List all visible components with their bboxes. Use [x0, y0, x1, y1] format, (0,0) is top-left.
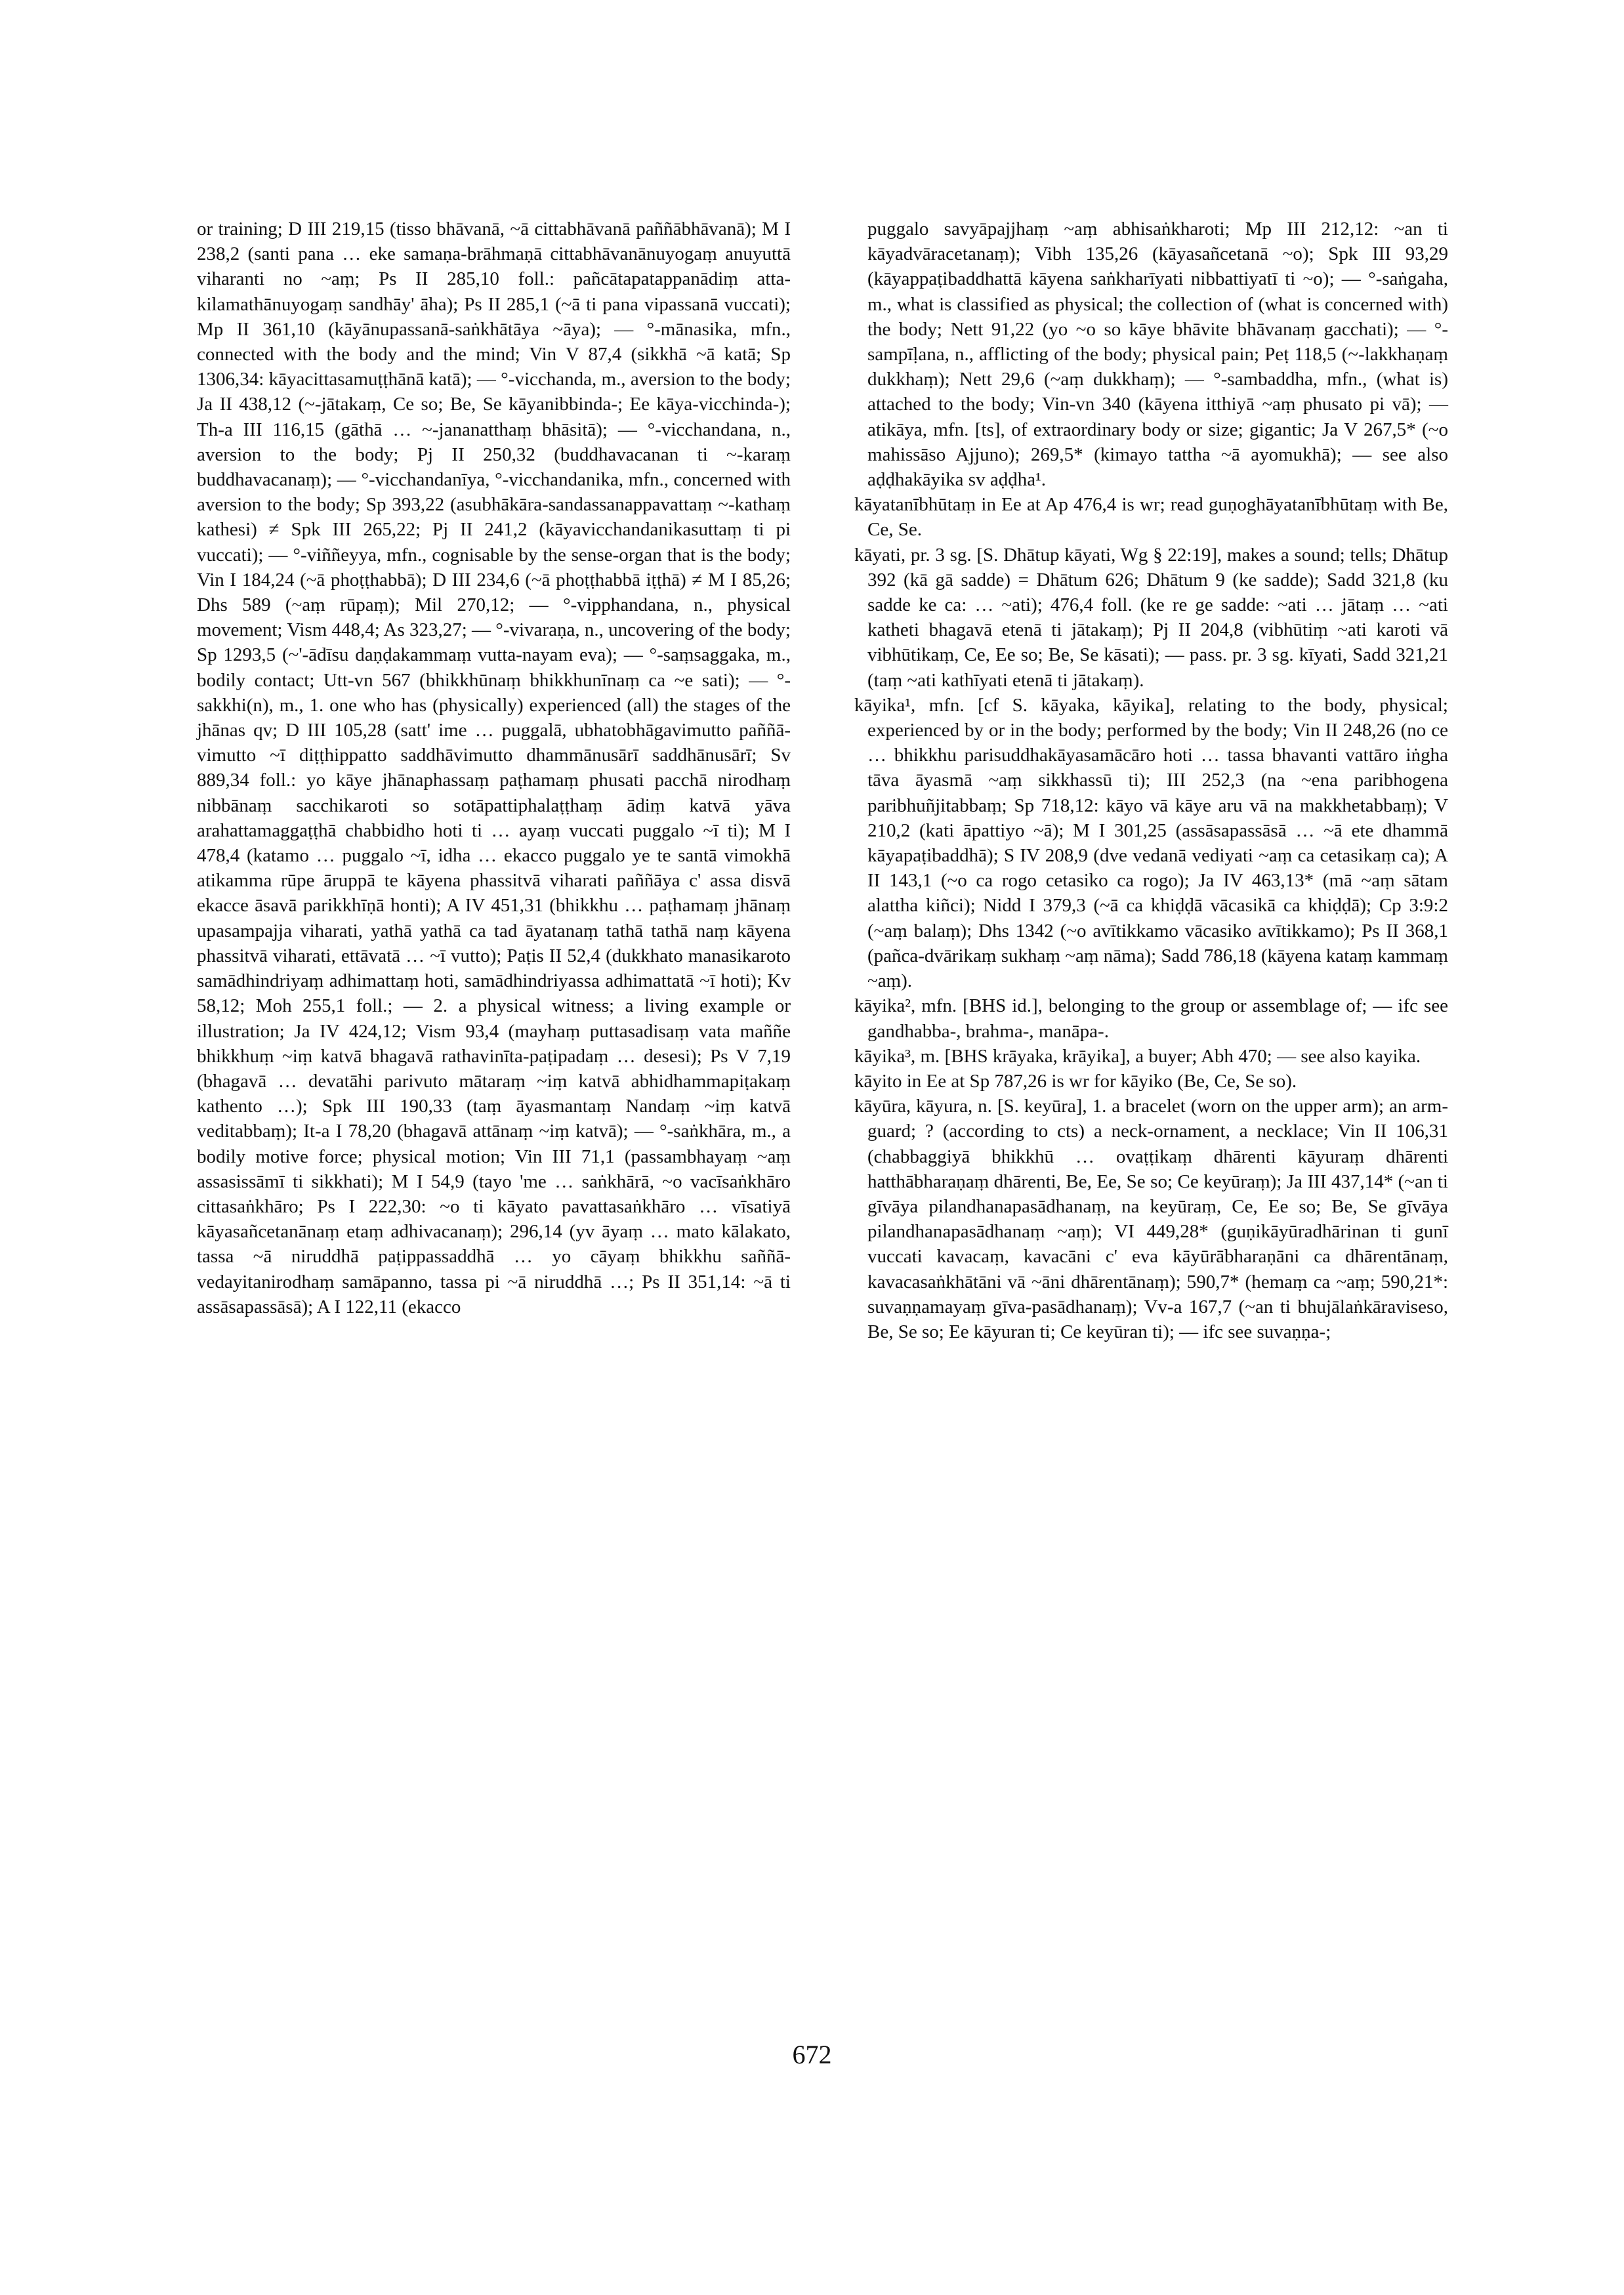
left-column-text: or training; D III 219,15 (tisso bhāvanā, ~ā cittabhāvanā paññābhāvanā); M I 238,2 (santi pana … eke samaṇa-brāhmaṇā cittabhāvanānuyogaṃ anuyuttā viharanti no ~aṃ; Ps II 285,10 foll.: pañcātapatappanādiṃ atta-kilamathānuyogaṃ sandhāy' āha); Ps II 285,1 (~ā ti pana vipassanā vuccati); Mp II 361,10 (kāyānupassanā-saṅkhātāya ~āya); — °-mānasika, mfn., connected with the body and the mind; Vin V 87,4 (sikkhā ~ā katā; Sp 1306,34: kāyacittasamuṭṭhānā katā); — °-vicchanda, m., aversion to the body; Ja II 438,12 (~-jātakaṃ, Ce so; Be, Se kāyanibbinda-; Ee kāya-vicchinda-); Th-a III 116,15 (gāthā … ~-jananatthaṃ bhāsitā); — °-vicchandana, n., aversion to the body; Pj II 250,32 (buddhavacanan ti ~-karaṃ buddhavacanaṃ); — °-vicchandanīya, °-vicchandanika, mfn., concerned with aversion to the body; Sp 393,22 (asubhākāra-sandassanappavattaṃ ~-kathaṃ kathesi) ≠ Spk III 265,22; Pj II 241,2 (kāyavicchandanikasuttaṃ ti pi vuccati); — °-viññeyya, mfn., cognisable by the sense-organ that is the body; Vin I 184,24 (~ā phoṭṭhabbā); D III 234,6 (~ā phoṭṭhabbā iṭṭhā) ≠ M I 85,26; Dhs 589 (~aṃ rūpaṃ); Mil 270,12; — °-vipphandana, n., physical movement; Vism 448,4; As 323,27; — °-vivaraṇa, n., uncovering of the body; Sp 1293,5 (~'-ādīsu daṇḍakammaṃ vutta-nayam eva); — °-saṃsaggaka, m., bodily contact; Utt-vn 567 (bhikkhūnaṃ bhikkhunīnaṃ ca ~e sati); — °-sakkhi(n), m., 1. one who has (physically) experienced (all) the stages of the jhānas qv; D III 105,28 (satt' ime … puggalā, ubhatobhāgavimutto paññā-vimutto ~ī diṭṭhippatto saddhāvimutto dhammānusārī saddhānusārī; Sv 889,34 foll.: yo kāye jhānaphassaṃ paṭhamaṃ phusati pacchā nirodhaṃ nibbānaṃ sacchikaroti so sotāpattiphalaṭṭhaṃ ādiṃ katvā yāva arahattamaggaṭṭhā chabbidho hoti ti … ayaṃ vuccati puggalo ~ī ti); M I 478,4 (katamo … puggalo ~ī, idha … ekacco puggalo ye te santā vimokhā atikamma rūpe āruppā te kāyena phassitvā viharati paññāya c' assa disvā ekacce āsavā parikkhīṇā honti); A IV 451,31 (bhikkhu … paṭhamaṃ jhānaṃ upasampajja viharati, yathā yathā ca tad āyatanaṃ tathā tathā naṃ kāyena phassitvā viharati, ettāvatā … ~ī vutto); Paṭis II 52,4 (dukkhato manasikaroto samādhindriyaṃ adhimattaṃ hoti, samādhindriyassa adhimattatā ~ī hoti); Kv 58,12; Moh 255,1 foll.; — 2. a physical witness; a living example or illustration; Ja IV 424,12; Vism 93,4 (mayhaṃ puttasadisaṃ vata maññe bhikkhuṃ ~iṃ katvā bhagavā rathavinīta-paṭipadaṃ … desesi); Ps V 7,19 (bhagavā … devatāhi parivuto mātaraṃ ~iṃ katvā abhidhammapiṭakaṃ kathento …); Spk III 190,33 (taṃ āyasmantaṃ Nandaṃ ~iṃ katvā veditabbaṃ); It-a I 78,20 (bhagavā attānaṃ ~iṃ katvā); — °-saṅkhāra, m., a bodily motive force; physical motion; Vin III 71,1 (passambhayaṃ ~aṃ assasissāmī ti sikkhati); M I 54,9 (tayo 'me … saṅkhārā, ~o vacīsaṅkhāro cittasaṅkhāro; Ps I 222,30: ~o ti kāyato pavattasaṅkhāro … vīsatiyā kāyasañcetanānaṃ etaṃ adhivacanaṃ); 296,14 (yv āyaṃ … mato kālakato, tassa ~ā niruddhā paṭippassaddhā … yo cāyaṃ bhikkhu saññā-vedayitanirodhaṃ samāpanno, tassa pi ~ā niruddhā …; Ps II 351,14: ~ā ti assāsapassāsā); A I 122,11 (ekacco: [197, 218, 791, 1317]
left-column: [197, 217, 791, 1319]
entry-kayura: kāyūra, kāyura, n. [S. keyūra], 1. a bracelet (worn on the upper arm); an arm-guard; ? (according to cts) a neck-ornament, a necklace; Vin II 106,31 (chabbaggiyā bhikkhū … ovaṭṭikaṃ dhārenti kāyuraṃ dhārenti hatthābharaṇaṃ dhārenti, Be, Ee, Se so; Ce keyūraṃ); Ja III 437,14* (~an ti gīvāya pilandhanapasādhanaṃ, na keyūraṃ, Ce, Ee so; Be, Se gīvāya pilandhanapasādhanaṃ ~aṃ); VI 449,28* (guṇikāyūradhārinan ti gunī vuccati kavacaṃ, kavacāni c' eva kāyūrābharaṇāni ca dhārentānaṃ, kavacasaṅkhātāni vā ~āni dhārentānaṃ); 590,7* (hemaṃ ca ~aṃ; 590,21*: suvaṇṇamayaṃ gīva-pasādhanaṃ); Vv-a 167,7 (~an ti bhujālaṅkāraviseso, Be, Se so; Ee kāyuran ti; Ce keyūran ti); — ifc see suvaṇṇa-;: [854, 1096, 1448, 1342]
entry-kayika-2: kāyika², mfn. [BHS id.], belonging to the group or assemblage of; — ifc see gandhabba-, brahma-, manāpa-.: [854, 995, 1448, 1042]
right-column: [854, 217, 1448, 1344]
entry-kayito: kāyito in Ee at Sp 787,26 is wr for kāyiko (Be, Ce, Se so).: [854, 1070, 1297, 1092]
page-number: 672: [792, 2040, 832, 2069]
entry-kayati: kāyati, pr. 3 sg. [S. Dhātup kāyati, Wg § 22:19], makes a sound; tells; Dhātup 392 (kā gā sadde) = Dhātum 626; Dhātum 9 (ke sadde); Sadd 321,8 (ku sadde ke ca: … ~ati); 476,4 foll. (ke re ge sadde: ~ati … jātaṃ … ~ati katheti bhagavā etenā ti jātakaṃ); Pj II 204,8 (vibhūtiṃ ~ati karoti vā vibhūtikaṃ, Ce, Ee so; Be, Se kāsati); — pass. pr. 3 sg. kīyati, Sadd 321,21 (taṃ ~ati kathīyati etenā ti jātakaṃ).: [854, 544, 1448, 691]
entry-kayika-1: kāyika¹, mfn. [cf S. kāyaka, kāyika], relating to the body, physical; experienced by or in the body; performed by the body; Vin II 248,26 (no ce … bhikkhu parisuddhakāyasamācāro hoti … tassa bhavanti vattāro iṅgha tāva āyasmā ~aṃ sikkhassū ti); III 252,3 (na ~ena paribhogena paribhuñjitabbaṃ; Sp 718,12: kāyo vā kāye aru vā na makkhetabbaṃ); V 210,2 (kati āpattiyo ~ā); M I 301,25 (assāsapassāsā … ~ā ete dhammā kāyapaṭibaddhā); S IV 208,9 (dve vedanā vediyati ~aṃ ca cetasikaṃ ca); A II 143,1 (~o ca rogo cetasiko ca rogo); Ja IV 463,13* (mā ~aṃ sātam alattha kiñci); Nidd I 379,3 (~ā ca khiḍḍā vācasikā ca khiḍḍā); Cp 3:9:2 (~aṃ balaṃ); Dhs 1342 (~o avītikkamo vācasiko avītikkamo); Ps II 368,1 (pañca-dvārikaṃ sukhaṃ ~aṃ nāma); Sadd 786,18 (kāyena kataṃ kammaṃ ~aṃ).: [854, 694, 1448, 992]
entry-kayika-3: kāyika³, m. [BHS krāyaka, krāyika], a buyer; Abh 470; — see also kayika.: [854, 1045, 1421, 1067]
entry-continuation: puggalo savyāpajjhaṃ ~aṃ abhisaṅkharoti; Mp III 212,12: ~an ti kāyadvāracetanaṃ); Vibh 135,26 (kāyasañcetanā ~o); Spk III 93,29 (kāyappaṭibaddhattā kāyena saṅkharīyati nibbattiyatī ti ~o); — °-saṅgaha, m., what is classified as physical; the collection of (what is concerned with) the body; Nett 91,22 (yo ~o so kāye bhāvite bhāvanaṃ gacchati); — °-sampīḷana, n., afflicting of the body; physical pain; Peṭ 118,5 (~-lakkhaṇaṃ dukkhaṃ); Nett 29,6 (~aṃ dukkhaṃ); — °-sambaddha, mfn., (what is) attached to the body; Vin-vn 340 (kāyena itthiyā ~aṃ phusato pi vā); — atikāya, mfn. [ts], of extraordinary body or size; gigantic; Ja V 267,5* (~o mahissāso Ajjuno); 269,5* (kimayo tattha ~ā ayomukhā); — see also aḍḍhakāyika sv aḍḍha¹.: [867, 218, 1448, 491]
entry-kayatanibhutam: kāyatanībhūtaṃ in Ee at Ap 476,4 is wr; read guṇoghāyatanībhūtaṃ with Be, Ce, Se.: [854, 494, 1448, 541]
